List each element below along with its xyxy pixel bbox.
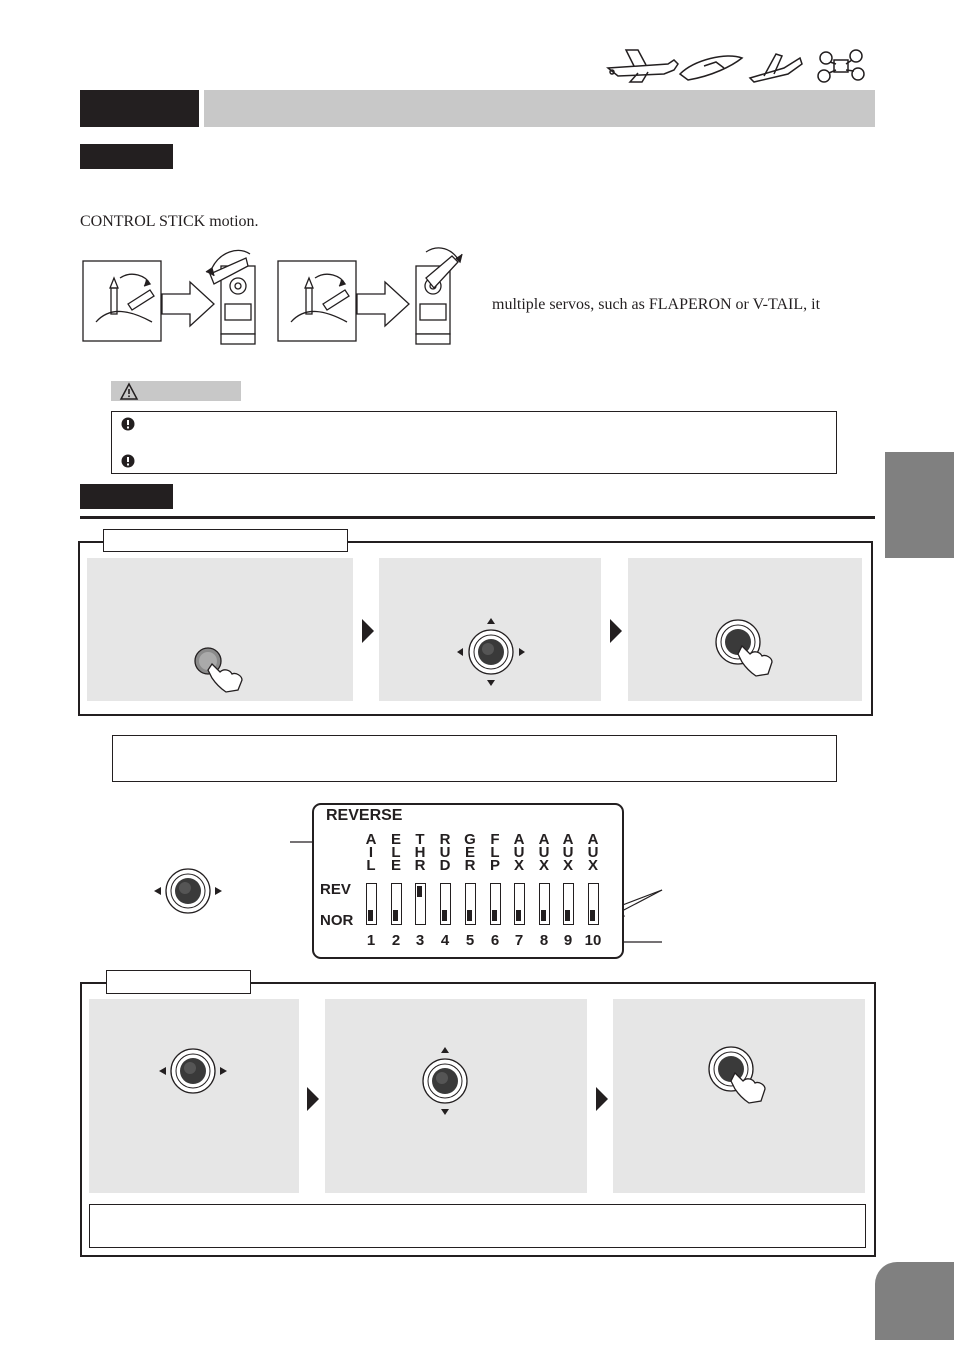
channel-number: 5	[465, 932, 475, 949]
channel-switch[interactable]	[440, 883, 451, 925]
side-text: multiple servos, such as FLAPERON or V-TAIL, it	[492, 296, 821, 313]
channel-letter: D	[439, 857, 451, 874]
channel-number: 3	[415, 932, 425, 949]
nor-label: NOR	[320, 912, 354, 929]
step-panel	[89, 999, 299, 1193]
step-panel	[613, 999, 865, 1193]
channel-number: 7	[514, 932, 524, 949]
warning-box	[111, 411, 837, 474]
channel-label	[536, 833, 552, 872]
channel-label	[560, 833, 576, 872]
step-arrow-icon	[305, 1086, 321, 1112]
section-title-bar	[204, 90, 875, 127]
channel-switch[interactable]	[490, 883, 501, 925]
note-box	[112, 735, 837, 782]
channel-letter: X	[587, 857, 598, 874]
channel-label	[437, 833, 453, 872]
channel-number: 10	[584, 932, 602, 949]
intro-text: CONTROL STICK motion.	[80, 213, 259, 230]
aircraft-silhouettes-icon	[604, 44, 874, 86]
channel-letter: L	[366, 857, 376, 874]
channel-label	[511, 833, 527, 872]
jog-dial-press-icon	[707, 1043, 777, 1107]
note-box	[89, 1204, 866, 1248]
steps-frame-2	[80, 982, 876, 1257]
channel-label	[585, 833, 601, 872]
channel-letter: R	[464, 857, 476, 874]
section-title-block	[80, 90, 199, 127]
channel-number: 4	[440, 932, 450, 949]
channel-letter: P	[489, 857, 500, 874]
channel-number: 1	[366, 932, 376, 949]
channel-letter: A	[538, 831, 550, 848]
step-arrow-icon	[360, 618, 376, 644]
channel-switch[interactable]	[465, 883, 476, 925]
stick-servo-illustration	[80, 244, 465, 348]
channel-label	[388, 833, 404, 872]
channel-label	[363, 833, 379, 872]
channel-switch[interactable]	[391, 883, 402, 925]
channel-letter: E	[390, 857, 401, 874]
channel-letter: U	[538, 844, 550, 861]
step-panel	[379, 558, 601, 701]
warning-header	[111, 381, 241, 401]
channel-letter: A	[365, 831, 377, 848]
jog-dial-left-right-icon	[157, 1043, 229, 1099]
channel-letter: U	[513, 844, 525, 861]
channel-letter: L	[490, 844, 500, 861]
channel-letter: X	[562, 857, 573, 874]
switch-knob	[590, 910, 595, 921]
channel-number: 2	[391, 932, 401, 949]
switch-knob	[368, 910, 373, 921]
channel-number: 9	[563, 932, 573, 949]
jog-dial-left-right-icon	[152, 863, 224, 919]
channel-label	[462, 833, 478, 872]
channel-letter: E	[464, 844, 475, 861]
channel-letter: A	[587, 831, 599, 848]
switch-knob	[417, 886, 422, 897]
channel-number: 6	[490, 932, 500, 949]
jog-dial-4way-icon	[455, 616, 527, 688]
channel-letter: U	[587, 844, 599, 861]
jog-dial-up-down-icon	[419, 1045, 471, 1117]
channel-label	[412, 833, 428, 872]
channel-letter: F	[490, 831, 500, 848]
switch-knob	[516, 910, 521, 921]
chapter-tab	[885, 452, 954, 558]
page-tab	[875, 1262, 954, 1340]
step-arrow-icon	[608, 618, 624, 644]
switch-knob	[492, 910, 497, 921]
channel-letter: A	[562, 831, 574, 848]
channel-switch[interactable]	[539, 883, 550, 925]
switch-knob	[467, 910, 472, 921]
channel-letter: U	[562, 844, 574, 861]
push-button-hand-icon	[190, 644, 250, 694]
warning-triangle-icon	[119, 382, 139, 402]
step-arrow-icon	[594, 1086, 610, 1112]
channel-letter: G	[464, 831, 476, 848]
channel-letter: L	[391, 844, 401, 861]
setting-heading-block	[80, 484, 173, 509]
step-panel	[325, 999, 587, 1193]
channel-switch[interactable]	[588, 883, 599, 925]
channel-letter: T	[415, 831, 425, 848]
channel-letter: E	[390, 831, 401, 848]
divider	[80, 516, 875, 519]
switch-knob	[393, 910, 398, 921]
channel-letter: A	[513, 831, 525, 848]
channel-letter: H	[414, 844, 426, 861]
switch-knob	[442, 910, 447, 921]
exclamation-icon	[121, 454, 135, 468]
exclamation-icon	[121, 417, 135, 431]
switch-knob	[565, 910, 570, 921]
rev-label: REV	[320, 881, 351, 898]
step-panel	[628, 558, 862, 701]
channel-letter: I	[368, 844, 374, 861]
channel-switch[interactable]	[514, 883, 525, 925]
channel-letter: X	[538, 857, 549, 874]
lcd-title: REVERSE	[326, 807, 403, 824]
channel-switch[interactable]	[563, 883, 574, 925]
channel-letter: R	[414, 857, 426, 874]
lcd-screen	[312, 803, 624, 959]
channel-number: 8	[539, 932, 549, 949]
channel-letter: X	[513, 857, 524, 874]
channel-switch[interactable]	[366, 883, 377, 925]
function-heading-block	[80, 144, 173, 169]
channel-letter: U	[439, 844, 451, 861]
step-panel	[87, 558, 353, 701]
frame-label	[103, 529, 348, 552]
steps-frame-1	[78, 541, 873, 716]
channel-switch[interactable]	[415, 883, 426, 925]
jog-dial-press-icon	[714, 616, 784, 680]
frame-label	[106, 970, 251, 994]
switch-knob	[541, 910, 546, 921]
channel-label	[487, 833, 503, 872]
channel-letter: R	[439, 831, 451, 848]
